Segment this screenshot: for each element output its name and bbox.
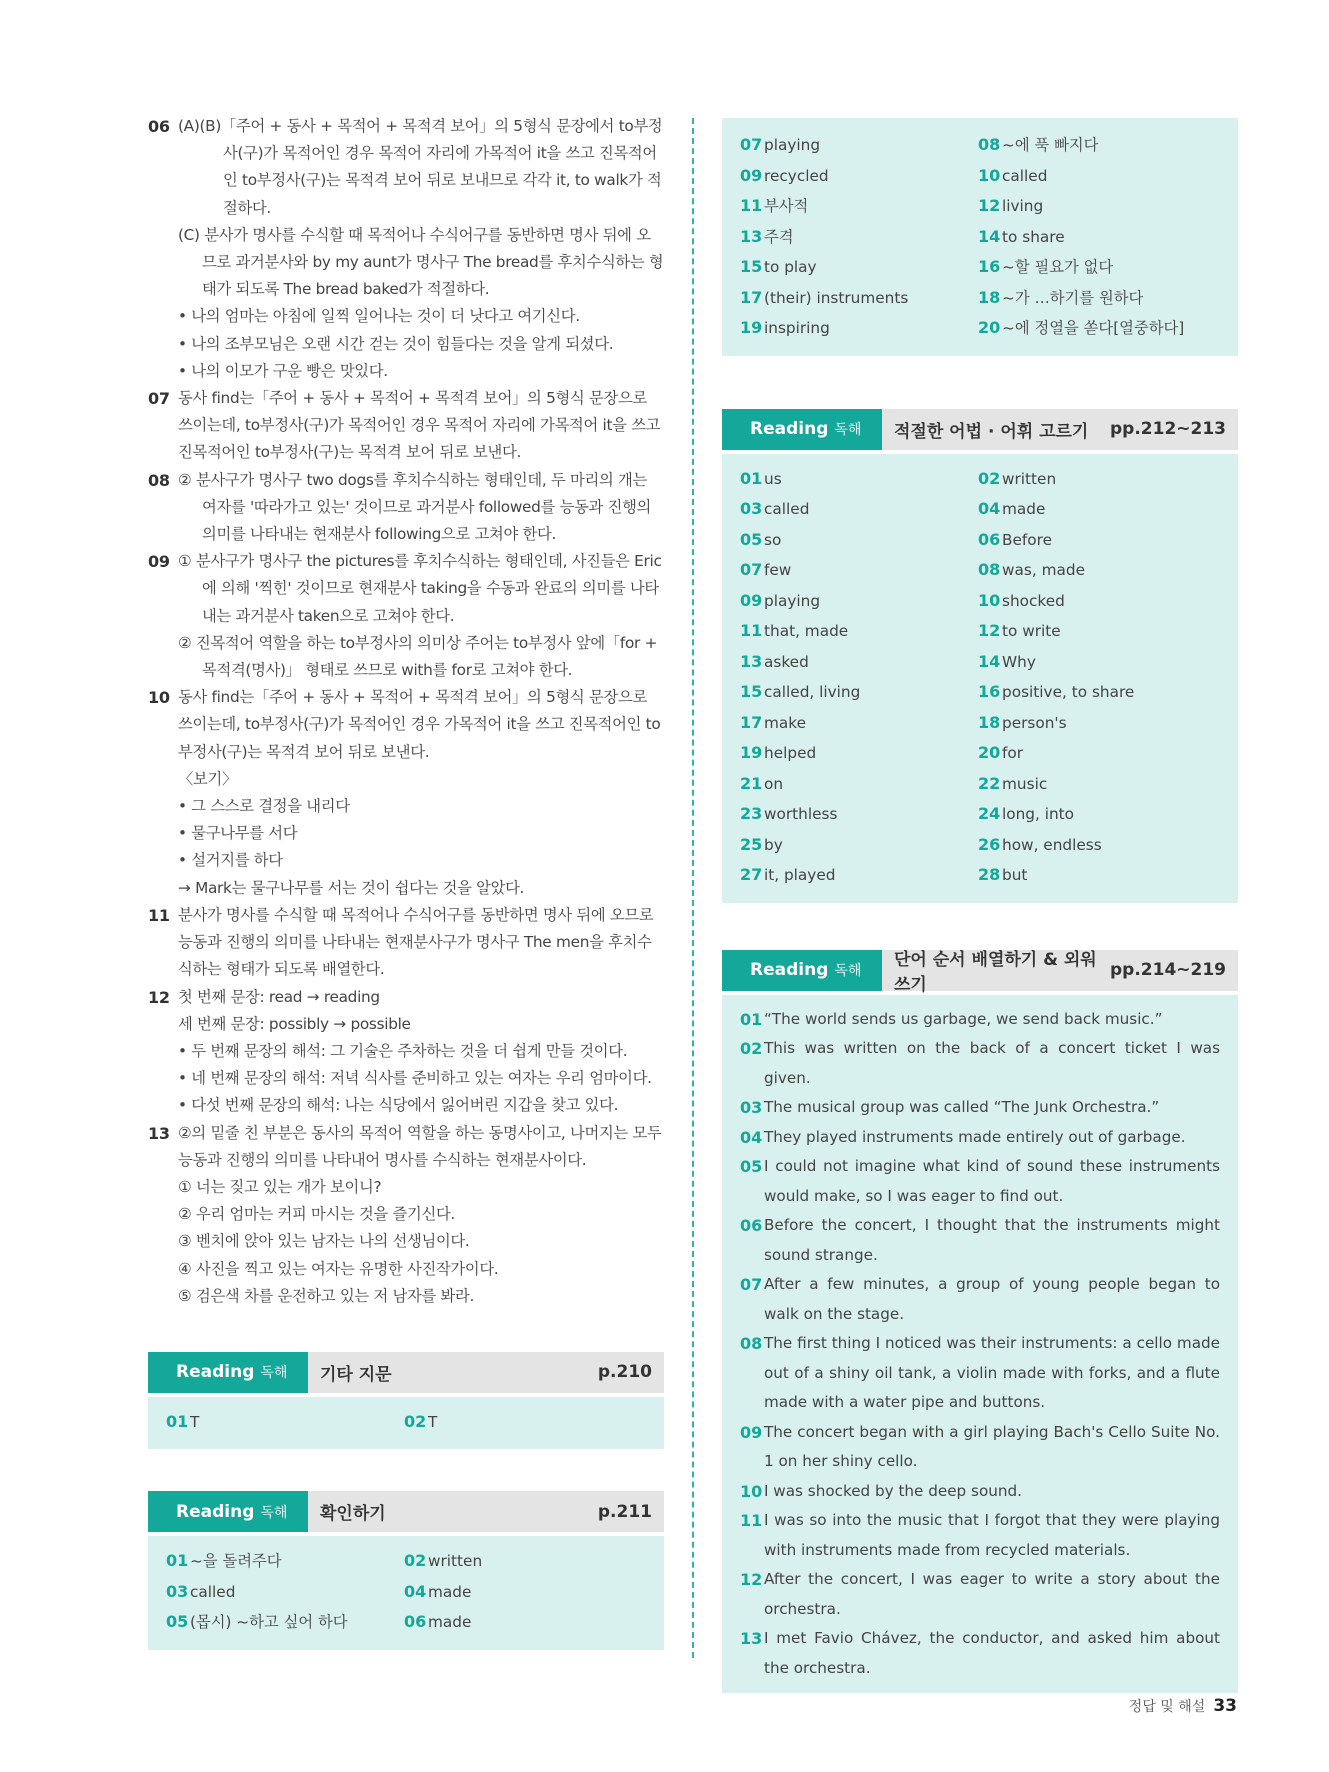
answer-text: 부사적: [764, 197, 809, 215]
answer-text: ~가 …하기를 원하다: [1002, 288, 1144, 307]
sentence-item: [740, 1477, 1220, 1507]
explanation-line: (C) 분사가 명사를 수식할 때 목적어나 수식어구를 동반하면 명사 뒤에 오므로 과거분사와 by my aunt가 명사구 The bread를 후치수식하는 형태가 되도록 The bread baked가 적절하다.: [178, 225, 664, 299]
answer-number: 24: [978, 804, 1001, 823]
answer-number: 20: [978, 743, 1001, 762]
answer-text: asked: [764, 652, 809, 671]
sentence-text: The musical group was called “The Junk Orchestra.”: [764, 1098, 1160, 1116]
sentence-list: [722, 995, 1238, 1694]
answer-text: inspiring: [764, 319, 830, 337]
answer-number: 13: [740, 651, 763, 671]
question-number: 09: [148, 552, 170, 572]
explanation-line: • 두 번째 문장의 해석: 그 기술은 주차하는 것을 더 쉽게 만들 것이다.: [178, 1041, 628, 1060]
sentence-item: [740, 1329, 1220, 1418]
answer-text: shocked: [1002, 591, 1065, 610]
answer-text: music: [1002, 774, 1048, 793]
explanation-line: 첫 번째 문장: read → reading: [178, 987, 380, 1006]
box-heading: [308, 1352, 664, 1393]
answer-number: 22: [978, 773, 1001, 793]
answer-text: called: [764, 500, 810, 518]
sentence-text: The concert began with a girl playing Bach's Cello Suite No. 1 on her shiny cello.: [764, 1422, 1220, 1470]
answer-text: for: [1002, 744, 1024, 762]
answer-item: [978, 647, 1216, 678]
answer-item: [740, 494, 978, 525]
explanation-line: • 설거지를 하다: [178, 851, 283, 870]
sentence-text: After the concert, I was eager to write a story about the orchestra.: [764, 1570, 1220, 1618]
answer-item: [978, 130, 1216, 161]
answer-number: 09: [740, 590, 763, 610]
answer-item: [978, 769, 1216, 800]
reading-label: Reading 독해: [722, 950, 882, 991]
answer-grid: [740, 130, 1220, 344]
answer-item: [740, 161, 978, 192]
answer-item: [404, 1577, 642, 1608]
box-page: pp.212~213: [1109, 419, 1226, 439]
answer-number: 06: [404, 1612, 427, 1632]
answer-item: [740, 252, 978, 283]
answer-item: [166, 1407, 404, 1438]
answer-number: 21: [740, 773, 763, 793]
answer-item: [978, 191, 1216, 222]
answer-text: called, living: [764, 683, 861, 701]
answer-number: 07: [740, 135, 763, 154]
explanation-item: [148, 984, 664, 1120]
explanation-line: • 나의 엄마는 아침에 일찍 일어나는 것이 더 낫다고 여기신다.: [178, 307, 580, 326]
answer-item: [978, 799, 1216, 830]
answer-text: worthless: [764, 805, 838, 823]
answer-number: 02: [404, 1411, 427, 1431]
box-p210: [148, 1352, 664, 1450]
sentence-item: [740, 1211, 1220, 1270]
answer-number: 15: [740, 682, 763, 701]
answer-number: 11: [740, 621, 763, 640]
answer-text: to share: [1002, 227, 1065, 246]
answer-item: [740, 464, 978, 495]
answer-text: written: [1002, 469, 1057, 488]
reading-label: Reading 독해: [148, 1352, 308, 1393]
answer-text: ~을 돌려주다: [190, 1552, 282, 1571]
explanation-line: • 물구나무를 서다: [178, 824, 298, 843]
box-heading: [882, 950, 1238, 995]
answer-item: [978, 708, 1216, 739]
answer-number: 28: [978, 865, 1001, 884]
box-page: p.211: [597, 1501, 652, 1522]
answer-number: 13: [740, 226, 763, 246]
answer-item: [978, 283, 1216, 314]
explanation-item: [148, 548, 664, 684]
answer-item: [978, 161, 1216, 192]
box-title: 단어 순서 배열하기 & 외워 쓰기: [894, 950, 1097, 995]
sentence-item: [740, 1624, 1220, 1683]
sentence-text: They played instruments made entirely out of garbage.: [764, 1127, 1186, 1146]
answer-item: [978, 860, 1216, 891]
box-title-bar: [722, 950, 1238, 995]
column-divider: [692, 118, 694, 1658]
answer-number: 27: [740, 865, 763, 884]
sentence-item: [740, 1123, 1220, 1153]
answer-item: [740, 555, 978, 586]
answer-text: us: [764, 469, 782, 488]
explanation-line: 동사 find는「주어 + 동사 + 목적어 + 목적격 보어」의 5형식 문장으로 쓰이는데, to부정사(구)가 목적어인 경우 가목적어 it을 쓰고 진목적어인 to부정사(구)는 목적격 보어 뒤로 보낸다.: [178, 688, 661, 761]
answer-text: playing: [764, 136, 821, 154]
answer-text: ~에 푹 빠지다: [1002, 136, 1099, 154]
answer-text: how, endless: [1002, 835, 1102, 854]
sentence-text: After a few minutes, a group of young people began to walk on the stage.: [764, 1275, 1220, 1323]
box-heading: [308, 1491, 664, 1532]
sentence-text: This was written on the back of a concert ticket I was given.: [764, 1039, 1220, 1087]
answer-number: 05: [166, 1612, 189, 1632]
answer-number: 05: [740, 529, 763, 549]
answer-item: [166, 1607, 404, 1638]
answer-text: long, into: [1002, 805, 1075, 823]
answer-text: but: [1002, 866, 1028, 884]
answer-item: [740, 830, 978, 861]
answer-text: ~할 필요가 없다: [1002, 258, 1114, 276]
answer-text: on: [764, 774, 784, 793]
sentence-item: [740, 1005, 1220, 1035]
explanations-column: [148, 113, 664, 1650]
sentence-number: 01: [740, 1009, 763, 1029]
answer-number: 19: [740, 743, 763, 762]
sentence-number: 09: [740, 1422, 763, 1442]
answer-item: [978, 738, 1216, 769]
box-title-bar: [148, 1352, 664, 1393]
answer-text: made: [1002, 500, 1046, 518]
answer-number: 14: [978, 226, 1001, 246]
answer-item: [740, 769, 978, 800]
explanation-line: • 나의 이모가 구운 빵은 맛있다.: [178, 361, 388, 380]
answer-item: [740, 647, 978, 678]
sentence-number: 10: [740, 1481, 763, 1501]
sentence-text: I was shocked by the deep sound.: [764, 1481, 1022, 1500]
answer-number: 25: [740, 834, 763, 854]
explanation-item: [148, 1120, 664, 1310]
answer-number: 04: [404, 1581, 427, 1601]
answer-number: 16: [978, 682, 1001, 701]
answer-item: [978, 586, 1216, 617]
answers-column: [722, 118, 1238, 1693]
answer-text: to play: [764, 258, 817, 276]
answer-text: by: [764, 835, 783, 854]
explanation-line: 세 번째 문장: possibly → possible: [178, 1014, 411, 1033]
answer-text: (their) instruments: [764, 288, 909, 307]
answer-text: was, made: [1002, 561, 1085, 579]
answer-number: 09: [740, 165, 763, 185]
answer-text: written: [428, 1552, 483, 1571]
answer-item: [978, 494, 1216, 525]
answer-number: 18: [978, 287, 1001, 307]
sentence-number: 03: [740, 1098, 763, 1117]
answer-number: 03: [740, 499, 763, 518]
answer-item: [978, 525, 1216, 556]
answer-item: [740, 191, 978, 222]
box-page: p.210: [597, 1362, 652, 1383]
sentence-item: [740, 1565, 1220, 1624]
answer-text: person's: [1002, 713, 1067, 732]
answer-text: so: [764, 530, 782, 549]
sentence-text: I could not imagine what kind of sound these instruments would make, so I was eager to find out.: [764, 1157, 1220, 1205]
page-number: 33: [1213, 1696, 1237, 1716]
answer-item: [740, 677, 978, 708]
answer-number: 10: [978, 165, 1001, 185]
sentence-number: 12: [740, 1570, 763, 1589]
answer-number: 03: [166, 1581, 189, 1601]
answer-item: [740, 586, 978, 617]
answer-number: 11: [740, 196, 763, 215]
answer-item: [740, 283, 978, 314]
answer-number: 01: [740, 468, 763, 488]
answer-number: 12: [978, 621, 1001, 640]
answer-number: 26: [978, 834, 1001, 854]
answer-text: called: [1002, 166, 1048, 185]
box-p214: [722, 950, 1238, 1694]
explanation-line: 분사가 명사를 수식할 때 목적어나 수식어구를 동반하면 명사 뒤에 오므로 능동과 진행의 의미를 나타내는 현재분사구가 명사구 The men을 후치수식하는 형태가 되도록 배열한다.: [178, 905, 654, 979]
answer-text: recycled: [764, 166, 829, 185]
footer-label: 정답 및 해설: [1128, 1699, 1206, 1715]
sentence-text: I was so into the music that I forgot that they were playing with instruments made from recycled materials.: [764, 1511, 1220, 1559]
answer-number: 06: [978, 529, 1001, 549]
sentence-number: 08: [740, 1334, 763, 1353]
answer-item: [978, 313, 1216, 344]
answer-number: 17: [740, 287, 763, 307]
answer-text: T: [190, 1412, 200, 1431]
explanation-line: • 다섯 번째 문장의 해석: 나는 식당에서 잃어버린 지갑을 찾고 있다.: [178, 1096, 619, 1115]
explanation-line: ②의 밑줄 친 부분은 동사의 목적어 역할을 하는 동명사이고, 나머지는 모두 능동과 진행의 의미를 나타내어 명사를 수식하는 현재분사이다.: [178, 1123, 662, 1169]
question-number: 10: [148, 688, 170, 708]
explanation-line: ⑤ 검은색 차를 운전하고 있는 저 남자를 봐라.: [178, 1286, 475, 1305]
answer-number: 04: [978, 499, 1001, 518]
explanation-line: ① 너는 짖고 있는 개가 보이니?: [178, 1177, 382, 1196]
answer-item: [404, 1407, 642, 1438]
answer-number: 02: [404, 1551, 427, 1571]
answer-item: [978, 830, 1216, 861]
sentence-number: 06: [740, 1216, 763, 1235]
reading-label: Reading 독해: [722, 409, 882, 450]
answer-text: positive, to share: [1002, 683, 1135, 701]
box-page: pp.214~219: [1109, 960, 1226, 980]
answer-number: 17: [740, 712, 763, 732]
answer-item: [740, 799, 978, 830]
answer-grid: [166, 1407, 646, 1438]
answer-number: 10: [978, 590, 1001, 610]
answer-text: few: [764, 561, 792, 579]
explanation-line: • 나의 조부모님은 오랜 시간 걷는 것이 힘들다는 것을 알게 되셨다.: [178, 334, 614, 353]
answer-text: helped: [764, 744, 817, 762]
answer-number: 23: [740, 804, 763, 823]
answer-item: [978, 616, 1216, 647]
question-number: 08: [148, 470, 170, 490]
sentence-item: [740, 1152, 1220, 1211]
answer-number: 20: [978, 318, 1001, 337]
answer-text: (몹시) ~하고 싶어 하다: [190, 1613, 348, 1632]
answer-text: Why: [1002, 652, 1036, 671]
answer-number: 08: [978, 135, 1001, 154]
sentence-number: 02: [740, 1039, 763, 1058]
explanation-item: [148, 385, 664, 467]
answer-number: 07: [740, 560, 763, 579]
sentence-text: The first thing I noticed was their instruments: a cello made out of a shiny oil tank, a violin made with forks, and a flute made with a water pipe and buttons.: [764, 1334, 1220, 1411]
answer-item: [740, 708, 978, 739]
sentence-item: [740, 1270, 1220, 1329]
answer-item: [404, 1546, 642, 1577]
explanation-line: (A)(B)「주어 + 동사 + 목적어 + 목적격 보어」의 5형식 문장에서 to부정사(구)가 목적어인 경우 목적어 자리에 가목적어 it을 쓰고 진목적어인 to부정사(구)는 목적격 보어 뒤로 보내므로 각각 it, to walk가 적절하다.: [178, 117, 663, 217]
answer-item: [740, 130, 978, 161]
explanation-item: [148, 902, 664, 984]
answer-item: [740, 525, 978, 556]
explanation-line: ④ 사진을 찍고 있는 여자는 유명한 사진작가이다.: [178, 1259, 499, 1278]
answer-number: 02: [978, 468, 1001, 488]
answer-item: [740, 738, 978, 769]
answer-item: [978, 252, 1216, 283]
sentence-number: 04: [740, 1127, 763, 1147]
question-number: 13: [148, 1123, 170, 1143]
answer-number: 14: [978, 651, 1001, 671]
explanation-line: 동사 find는「주어 + 동사 + 목적어 + 목적격 보어」의 5형식 문장으로 쓰이는데, to부정사(구)가 목적어인 경우 목적어 자리에 가목적어 it을 쓰고 진목적어인 to부정사(구)는 목적격 보어 뒤로 보낸다.: [178, 389, 661, 462]
answer-item: [404, 1607, 642, 1638]
answer-grid: [166, 1546, 646, 1638]
sentence-text: Before the concert, I thought that the instruments might sound strange.: [764, 1216, 1220, 1264]
answer-text: living: [1002, 197, 1044, 215]
explanation-item: [148, 467, 664, 549]
box-p212: [722, 409, 1238, 903]
answer-item: [978, 677, 1216, 708]
explanation-line: ② 진목적어 역할을 하는 to부정사의 의미상 주어는 to부정사 앞에「for + 목적격(명사)」 형태로 쓰므로 with를 for로 고쳐야 한다.: [178, 633, 658, 680]
answer-item: [978, 464, 1216, 495]
explanation-list: [148, 113, 664, 1310]
answer-text: Before: [1002, 530, 1053, 549]
box-title: 적절한 어법 · 어휘 고르기: [894, 421, 1089, 442]
answer-number: 16: [978, 257, 1001, 276]
answer-text: that, made: [764, 622, 849, 640]
answer-item: [166, 1546, 404, 1577]
answer-item: [740, 222, 978, 253]
sentence-item: [740, 1093, 1220, 1123]
answer-number: 01: [166, 1411, 189, 1431]
answer-number: 18: [978, 712, 1001, 732]
explanation-line: → Mark는 물구나무를 서는 것이 쉽다는 것을 알았다.: [178, 878, 525, 897]
box-title: 기타 지문: [320, 1364, 392, 1385]
box-p211: [148, 1491, 664, 1650]
answer-text: called: [190, 1582, 236, 1601]
sentence-item: [740, 1506, 1220, 1565]
explanation-line: • 그 스스로 결정을 내리다: [178, 797, 350, 816]
page-footer: [1129, 1696, 1237, 1716]
sentence-number: 07: [740, 1275, 763, 1294]
box-vocab: [722, 118, 1238, 356]
sentence-item: [740, 1034, 1220, 1093]
answer-text: made: [428, 1582, 472, 1601]
sentence-number: 05: [740, 1157, 763, 1176]
sentence-text: I met Favio Chávez, the conductor, and asked him about the orchestra.: [764, 1629, 1220, 1677]
question-number: 12: [148, 987, 170, 1007]
question-number: 07: [148, 389, 170, 409]
box-heading: [882, 409, 1238, 450]
answer-item: [166, 1577, 404, 1608]
explanation-line: 〈보기〉: [178, 769, 237, 788]
answer-grid: [740, 464, 1220, 891]
explanation-line: ① 분사구가 명사구 the pictures를 후치수식하는 형태인데, 사진들은 Eric에 의해 '찍힌' 것이므로 현재분사 taking을 수동과 완료의 의미를 나타내는 과거분사 taken으로 고쳐야 한다.: [178, 552, 662, 625]
answer-text: to write: [1002, 622, 1061, 640]
answer-text: make: [764, 713, 806, 732]
answer-text: made: [428, 1613, 472, 1632]
answer-number: 01: [166, 1551, 189, 1571]
question-number: 06: [148, 117, 170, 136]
sentence-number: 13: [740, 1629, 763, 1648]
sentence-text: “The world sends us garbage, we send back music.”: [764, 1009, 1163, 1028]
answer-text: 주격: [764, 227, 794, 246]
answer-text: T: [428, 1412, 438, 1431]
answer-item: [740, 313, 978, 344]
answer-number: 15: [740, 257, 763, 276]
box-title: 확인하기: [320, 1504, 386, 1525]
explanation-line: ② 우리 엄마는 커피 마시는 것을 즐기신다.: [178, 1205, 455, 1224]
answer-number: 12: [978, 196, 1001, 215]
reading-label: Reading 독해: [148, 1491, 308, 1532]
box-title-bar: [722, 409, 1238, 450]
answer-number: 19: [740, 318, 763, 337]
explanation-item: [148, 684, 664, 902]
question-number: 11: [148, 905, 170, 925]
answer-text: ~에 정열을 쏟다[열중하다]: [1002, 319, 1185, 337]
answer-text: it, played: [764, 866, 836, 884]
sentence-item: [740, 1418, 1220, 1477]
explanation-line: • 네 번째 문장의 해석: 저녁 식사를 준비하고 있는 여자는 우리 엄마이다.: [178, 1069, 652, 1088]
answer-number: 08: [978, 560, 1001, 579]
explanation-item: [148, 113, 664, 385]
answer-item: [978, 555, 1216, 586]
answer-item: [978, 222, 1216, 253]
sentence-number: 11: [740, 1511, 763, 1530]
answer-item: [740, 860, 978, 891]
answer-item: [740, 616, 978, 647]
explanation-line: ③ 벤치에 앉아 있는 남자는 나의 선생님이다.: [178, 1232, 470, 1251]
explanation-line: ② 분사구가 명사구 two dogs를 후치수식하는 형태인데, 두 마리의 개는 여자를 '따라가고 있는' 것이므로 과거분사 followed를 능동과 진행의 의미를 나타내는 현재분사 following으로 고쳐야 한다.: [178, 470, 652, 544]
answer-text: playing: [764, 591, 821, 610]
box-title-bar: [148, 1491, 664, 1532]
